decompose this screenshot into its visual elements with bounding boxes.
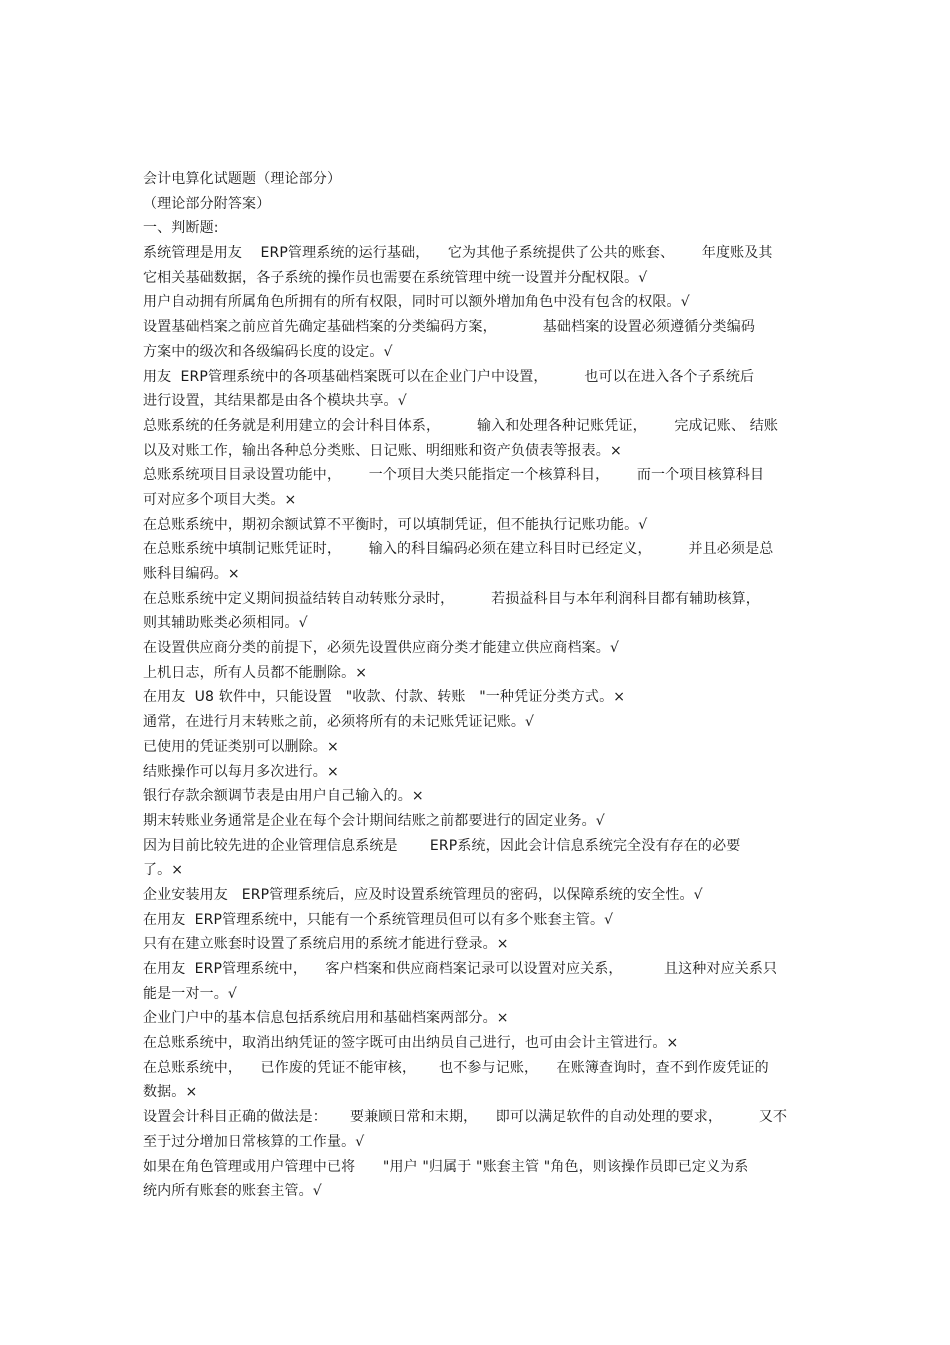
question-line: 能是一对一。√ [143, 985, 237, 1002]
question-line: 因为目前比较先进的企业管理信息系统是 ERP系统，因此会计信息系统完全没有存在的必要 [143, 837, 741, 854]
question-line: 则其辅助账类必须相同。√ [143, 615, 308, 632]
question-line: 在用友 U8 软件中，只能设置 "收款、付款、转账 "一种凭证分类方式。× [143, 689, 626, 706]
question-line: 已使用的凭证类别可以删除。× [143, 738, 339, 755]
question-line: 系统管理是用友 ERP管理系统的运行基础， 它为其他子系统提供了公共的账套、 年度账及其 [143, 245, 773, 262]
question-line: 在总账系统中定义期间损益结转自动转账分录时， 若损益科目与本年利润科目都有辅助核算， [143, 590, 760, 607]
question-line: 银行存款余额调节表是由用户自己输入的。× [143, 788, 424, 805]
question-line: 数据。× [143, 1084, 198, 1101]
question-line: 总账系统项目目录设置功能中， 一个项目大类只能指定一个核算科目， 而一个项目核算科目 [143, 467, 765, 484]
section-heading: 一、判断题: [143, 220, 219, 237]
question-line: 用友 ERP管理系统中的各项基础档案既可以在企业门户中设置， 也可以在进入各个子系统后 [143, 368, 755, 385]
question-line: 进行设置，其结果都是由各个模块共享。√ [143, 393, 407, 410]
document-body [143, 167, 808, 1204]
question-line: 了。× [143, 862, 184, 879]
question-line: 它相关基础数据，各子系统的操作员也需要在系统管理中统一设置并分配权限。√ [143, 269, 648, 286]
question-line: 在用友 ERP管理系统中，只能有一个系统管理员但可以有多个账套主管。√ [143, 911, 614, 928]
question-line: 设置基础档案之前应首先确定基础档案的分类编码方案， 基础档案的设置必须遵循分类编码 [143, 319, 755, 336]
question-line: 可对应多个项目大类。× [143, 491, 297, 508]
question-line: 用户自动拥有所属角色所拥有的所有权限，同时可以额外增加角色中没有包含的权限。√ [143, 294, 690, 311]
question-line: 通常，在进行月末转账之前，必须将所有的未记账凭证记账。√ [143, 714, 535, 731]
question-line: 在总账系统中，期初余额试算不平衡时，可以填制凭证，但不能执行记账功能。√ [143, 516, 648, 533]
question-line: 在总账系统中填制记账凭证时， 输入的科目编码必须在建立科目时已经定义， 并且必须是总 [143, 541, 774, 558]
question-line: 只有在建立账套时设置了系统启用的系统才能进行登录。× [143, 936, 509, 953]
question-line: 在用友 ERP管理系统中， 客户档案和供应商档案记录可以设置对应关系， 且这种对应关系只 [143, 961, 778, 977]
question-line: 至于过分增加日常核算的工作量。√ [143, 1133, 365, 1150]
document-subtitle: （理论部分附答案） [143, 195, 271, 212]
document-title: 会计电算化试题题（理论部分） [143, 171, 342, 187]
question-line: 统内所有账套的账套主管。√ [143, 1183, 322, 1200]
question-line: 设置会计科目正确的做法是： 要兼顾日常和末期， 即可以满足软件的自动处理的要求， 又不 [143, 1109, 788, 1126]
question-line: 总账系统的任务就是利用建立的会计科目体系， 输入和处理各种记账凭证， 完成记账、 结账 [143, 417, 779, 434]
question-line: 方案中的级次和各级编码长度的设定。√ [143, 343, 393, 360]
question-line: 在总账系统中， 已作废的凭证不能审核， 也不参与记账， 在账簿查询时，查不到作废凭证的 [143, 1059, 769, 1076]
question-line: 企业安装用友 ERP管理系统后，应及时设置系统管理员的密码，以保障系统的安全性。√ [143, 886, 703, 903]
question-line: 在总账系统中，取消出纳凭证的签字既可由出纳员自己进行，也可由会计主管进行。× [143, 1035, 679, 1052]
question-line: 以及对账工作，输出各种总分类账、日记账、明细账和资产负债表等报表。× [143, 442, 622, 459]
question-line: 结账操作可以每月多次进行。× [143, 763, 339, 780]
question-line: 企业门户中的基本信息包括系统启用和基础档案两部分。× [143, 1010, 509, 1027]
question-line: 如果在角色管理或用户管理中已将 "用户 "归属于 "账套主管 "角色，则该操作员即已定义为系 [143, 1158, 749, 1175]
question-line: 在设置供应商分类的前提下，必须先设置供应商分类才能建立供应商档案。√ [143, 640, 620, 657]
question-line: 期末转账业务通常是企业在每个会计期间结账之前都要进行的固定业务。√ [143, 812, 605, 829]
question-line: 账科目编码。× [143, 566, 240, 582]
question-line: 上机日志，所有人员都不能删除。× [143, 664, 368, 681]
